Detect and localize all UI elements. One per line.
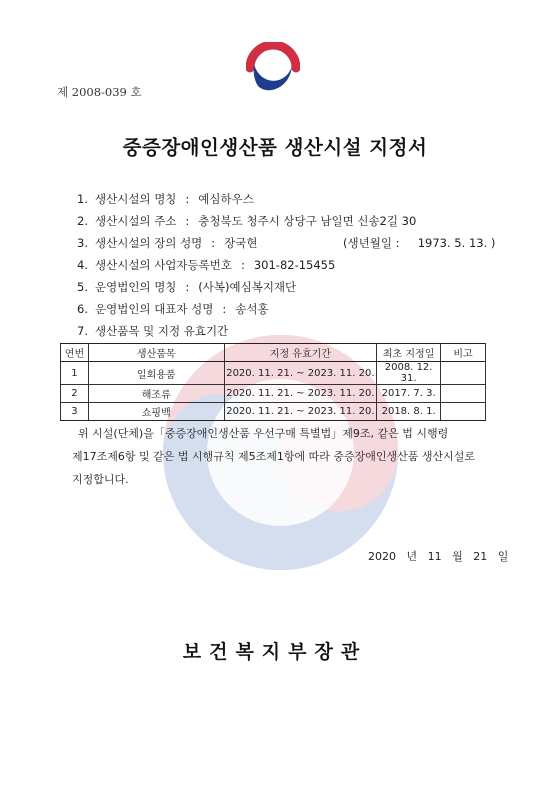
list-item: 2. 생산시설의 주소 : 충청북도 청주시 상당구 남일면 신송2길 30 [77, 214, 417, 228]
corporation-name: (사복)예심복지재단 [198, 280, 297, 294]
statement-line: 제17조제6항 및 같은 법 시행규칙 제5조제1항에 따라 중증장애인생산품 생산시설로 [72, 450, 475, 463]
table-header-row [61, 344, 486, 362]
list-item: 4. 생산시설의 사업자등록번호 : 301-82-15455 [77, 258, 336, 272]
facility-address: 충청북도 청주시 상당구 남일면 신송2길 30 [198, 214, 417, 228]
designation-statement [72, 422, 512, 491]
document-title: 중증장애인생산품 생산시설 지정서 [122, 136, 428, 159]
issue-date: 2020 년 11 월 21 일 [368, 550, 509, 563]
facility-name: 예심하우스 [198, 192, 254, 206]
col-header-remarks: 비고 [441, 344, 486, 362]
list-item: 7. 생산품목 및 지정 유효기간 [77, 324, 229, 338]
certificate-number: 제 2008-039 호 [57, 85, 142, 99]
business-registration-number: 301-82-15455 [253, 258, 336, 272]
list-item: 5. 운영법인의 명칭 : (사복)예심복지재단 [77, 280, 297, 294]
government-emblem-icon [246, 42, 300, 100]
list-item: 1. 생산시설의 명칭 : 예심하우스 [77, 192, 254, 206]
issuer-title: 보건복지부장관 [182, 641, 368, 663]
table-row: 3 쇼핑백 2020. 11. 21. ~ 2023. 11. 20. 2018. 8. 1. [61, 403, 486, 421]
statement-line: 지정합니다. [72, 473, 129, 486]
facility-head-name: 장국현 [224, 236, 258, 250]
col-header-product: 생산품목 [88, 344, 224, 362]
list-item: 3. 생산시설의 장의 성명 : 장국현 [77, 236, 258, 250]
col-header-validity: 지정 유효기간 [224, 344, 377, 362]
col-header-number: 연번 [61, 344, 89, 362]
representative-name: 송석홍 [235, 302, 269, 316]
col-header-first-date: 최초 지정일 [377, 344, 441, 362]
table-row: 2 해조류 2020. 11. 21. ~ 2023. 11. 20. 2017. 7. 3. [61, 385, 486, 403]
products-table [60, 343, 486, 421]
table-row: 1 일회용품 2020. 11. 21. ~ 2023. 11. 20. 2008. 12. 31. [61, 362, 486, 385]
list-item: 6. 운영법인의 대표자 성명 : 송석홍 [77, 302, 269, 316]
statement-line: 위 시설(단체)을「중증장애인생산품 우선구매 특별법」제9조, 같은 법 시행령 [78, 427, 449, 440]
birth-date: (생년월일 : 1973. 5. 13. ) [343, 236, 496, 250]
